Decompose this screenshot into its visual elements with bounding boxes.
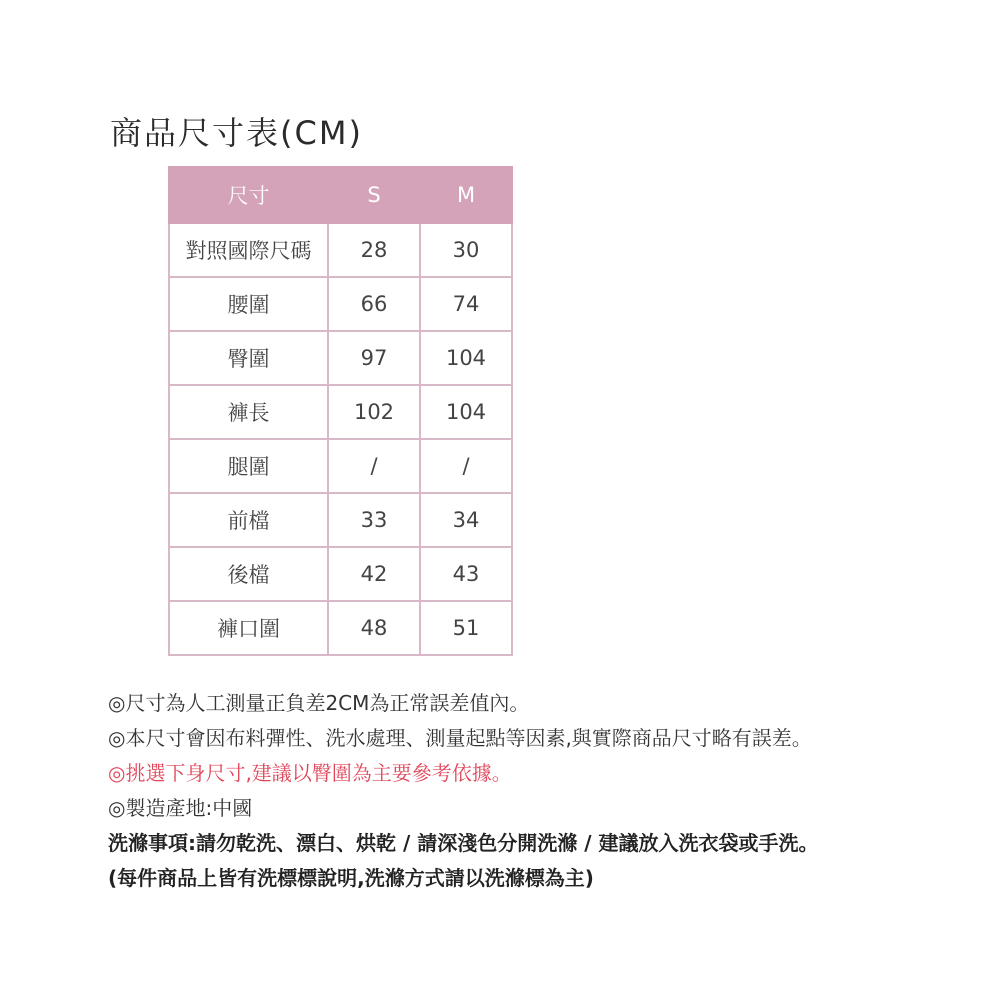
- cell-s: 48: [328, 601, 420, 655]
- notes-section: [108, 690, 988, 900]
- note-washing-instructions: 洗滌事項:請勿乾洗、漂白、烘乾 / 請深淺色分開洗滌 / 建議放入洗衣袋或手洗。: [108, 831, 819, 855]
- cell-m: 43: [420, 547, 512, 601]
- cell-s: 28: [328, 223, 420, 277]
- table-row: [169, 547, 512, 601]
- cell-s: 33: [328, 493, 420, 547]
- row-label: 前檔: [169, 493, 328, 547]
- table-row: [169, 385, 512, 439]
- table-row: [169, 601, 512, 655]
- table-row: [169, 439, 512, 493]
- cell-s: /: [328, 439, 420, 493]
- header-size-m: M: [420, 167, 512, 223]
- cell-m: 104: [420, 385, 512, 439]
- table-row: [169, 277, 512, 331]
- table-row: [169, 223, 512, 277]
- cell-m: 34: [420, 493, 512, 547]
- note-measurement-tolerance: ◎尺寸為人工測量正負差2CM為正常誤差值內。: [108, 691, 530, 715]
- cell-s: 97: [328, 331, 420, 385]
- cell-s: 102: [328, 385, 420, 439]
- row-label: 腰圍: [169, 277, 328, 331]
- cell-m: 51: [420, 601, 512, 655]
- cell-m: /: [420, 439, 512, 493]
- row-label: 腿圍: [169, 439, 328, 493]
- row-label: 臀圍: [169, 331, 328, 385]
- cell-s: 42: [328, 547, 420, 601]
- note-size-selection-tip: ◎挑選下身尺寸,建議以臀圍為主要參考依據。: [108, 761, 512, 785]
- note-origin: ◎製造產地:中國: [108, 796, 253, 820]
- table-header-row: [169, 167, 512, 223]
- size-table: [168, 166, 513, 656]
- row-label: 對照國際尺碼: [169, 223, 328, 277]
- page-title: 商品尺寸表(CM): [110, 114, 363, 152]
- cell-m: 30: [420, 223, 512, 277]
- row-label: 後檔: [169, 547, 328, 601]
- table-row: [169, 493, 512, 547]
- cell-m: 74: [420, 277, 512, 331]
- note-size-variance: ◎本尺寸會因布料彈性、洗水處理、測量起點等因素,與實際商品尺寸略有誤差。: [108, 726, 812, 750]
- row-label: 褲長: [169, 385, 328, 439]
- cell-m: 104: [420, 331, 512, 385]
- header-size-label: 尺寸: [169, 167, 328, 223]
- table-row: [169, 331, 512, 385]
- row-label: 褲口圍: [169, 601, 328, 655]
- header-size-s: S: [328, 167, 420, 223]
- cell-s: 66: [328, 277, 420, 331]
- note-washing-label: (每件商品上皆有洗標標說明,洗滌方式請以洗滌標為主): [108, 866, 594, 890]
